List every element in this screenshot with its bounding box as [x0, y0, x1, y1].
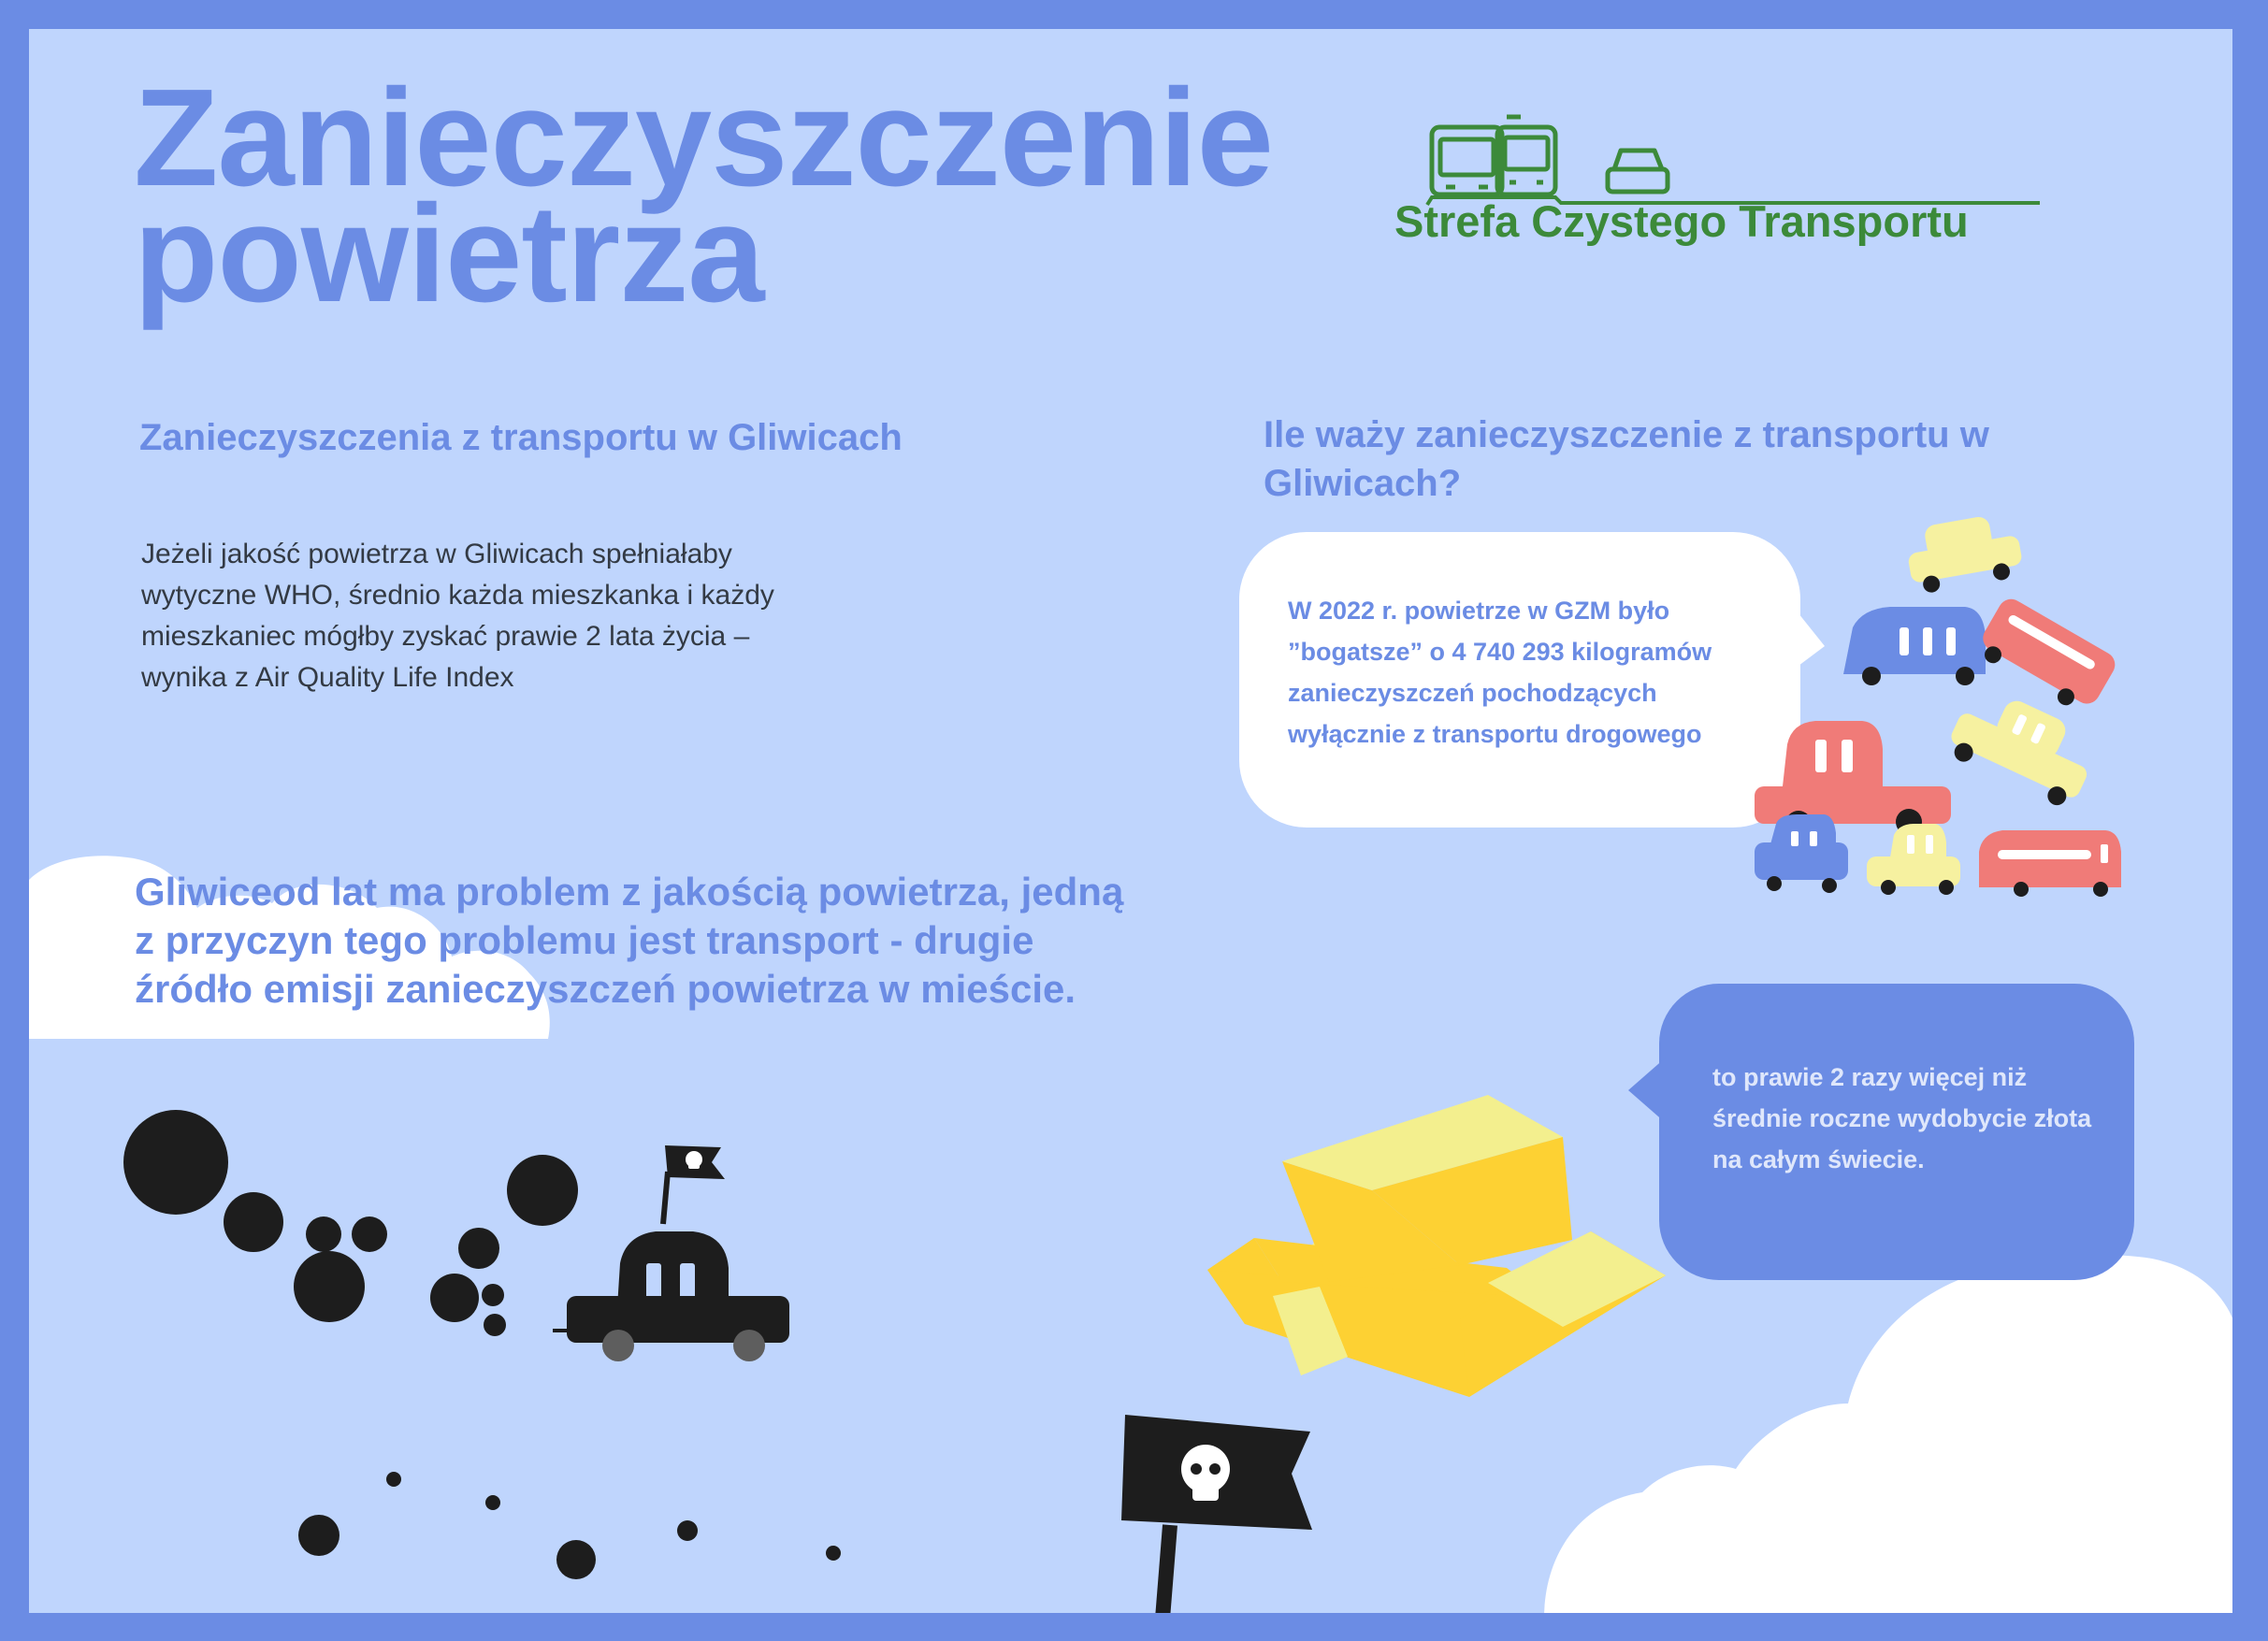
highlight-text: Gliwiceod lat ma problem z jakością powietrza, jedną z przyczyn tego problemu jest transport - drugie źródło emisji zanieczyszczeń powietrza w mieście. — [135, 870, 1124, 1011]
content-panel — [29, 29, 2232, 1613]
gold-bars-icon — [1179, 1058, 1759, 1432]
logo-text: Strefa Czystego Transportu — [1394, 196, 1969, 246]
bubble-white-text: W 2022 r. powietrze w GZM było ”bogatsze” o 4 740 293 kilogramów zanieczyszczeń pochodzących wyłącznie z transportu drogowego — [1288, 597, 1712, 748]
cars-pile-icon — [1712, 506, 2143, 899]
bus-icon — [1432, 127, 1502, 194]
page-title — [134, 61, 1273, 331]
section-heading: Zanieczyszczenia z transportu w Gliwicach — [139, 417, 903, 458]
title-line-2: powietrza — [134, 177, 764, 331]
question-heading: Ile waży zanieczyszczenie z transportu w Gliwicach? — [1264, 414, 1989, 504]
car-icon — [1608, 151, 1668, 192]
title-line-1: Zanieczyszczenie — [134, 61, 1273, 215]
section-description: Jeżeli jakość powietrza w Gliwicach spełniałaby wytyczne WHO, średnio każda mieszkanka i każdy mieszkaniec mógłby zyskać prawie 2 lata życia – wynika z Air Quality Life Index — [141, 539, 774, 693]
tram-icon — [1497, 117, 1555, 194]
bubble-blue-text: to prawie 2 razy więcej niż średnie roczne wydobycie złota na całym świecie. — [1712, 1063, 2092, 1173]
pirate-car-icon — [515, 1132, 805, 1394]
skull-flag-icon — [1114, 1403, 1357, 1613]
